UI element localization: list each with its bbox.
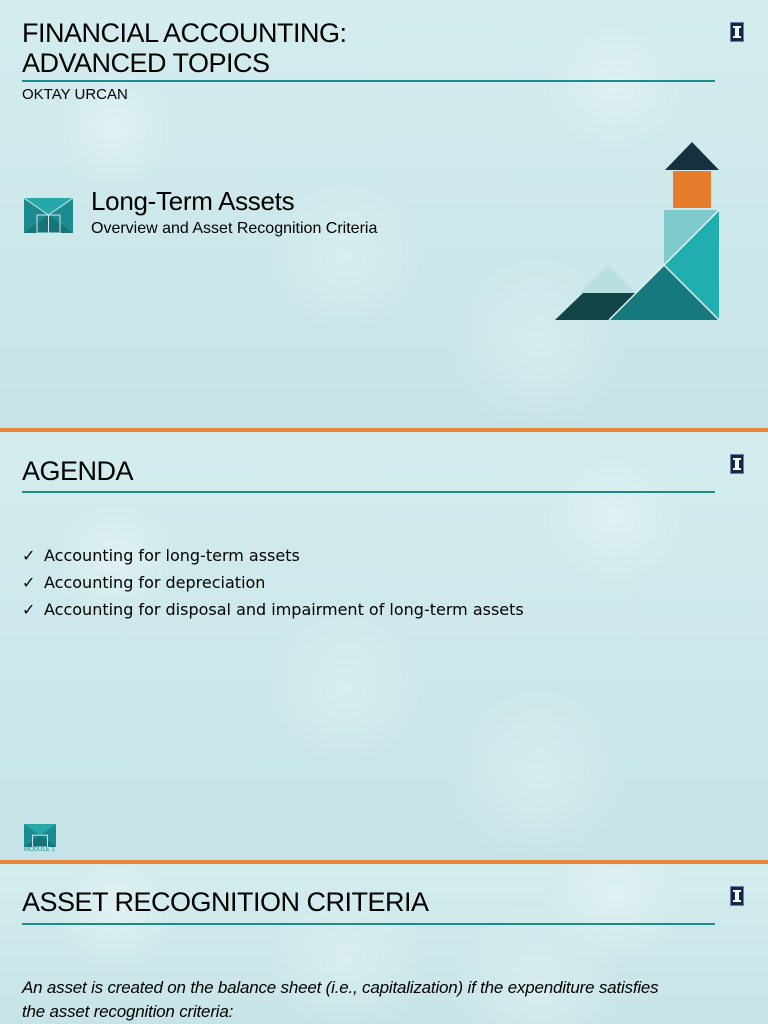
title-underline	[22, 80, 715, 82]
body-line-2: the asset recognition criteria:	[22, 1002, 234, 1021]
check-icon: ✓	[22, 573, 36, 592]
list-item	[22, 569, 524, 596]
illinois-logo-icon	[730, 886, 744, 906]
envelope-module-icon	[24, 824, 56, 847]
course-title-line2: ADVANCED TOPICS	[22, 48, 270, 78]
body-line-1: An asset is created on the balance sheet (i.e., capitalization) if the expenditure satisfies	[22, 978, 659, 997]
asset-recognition-slide	[0, 864, 768, 1024]
module-label: MODULE 1	[24, 847, 55, 853]
check-icon: ✓	[22, 600, 36, 619]
check-icon: ✓	[22, 546, 36, 565]
author-name: OKTAY URCAN	[22, 86, 128, 103]
title-underline	[22, 923, 715, 925]
agenda-item-label: Accounting for long-term assets	[44, 546, 300, 565]
module-subtitle: Overview and Asset Recognition Criteria	[91, 220, 378, 237]
agenda-slide	[0, 432, 768, 860]
module-title: Long-Term Assets	[91, 186, 295, 216]
asset-recognition-text	[22, 976, 752, 1024]
agenda-item-label: Accounting for depreciation	[44, 573, 266, 592]
list-item	[22, 542, 524, 569]
asset-recognition-title: ASSET RECOGNITION CRITERIA	[22, 887, 429, 917]
course-title	[22, 18, 347, 78]
agenda-item-label: Accounting for disposal and impairment of long-term assets	[44, 600, 524, 619]
course-title-line1: FINANCIAL ACCOUNTING:	[22, 18, 347, 48]
list-item	[22, 596, 524, 623]
illinois-logo-icon	[730, 22, 744, 42]
envelope-module-icon	[24, 198, 73, 233]
title-slide	[0, 0, 768, 428]
title-underline	[22, 491, 715, 493]
tangram-lighthouse-icon	[548, 140, 723, 330]
agenda-list	[22, 542, 524, 623]
agenda-title: AGENDA	[22, 456, 134, 486]
illinois-logo-icon	[730, 454, 744, 474]
